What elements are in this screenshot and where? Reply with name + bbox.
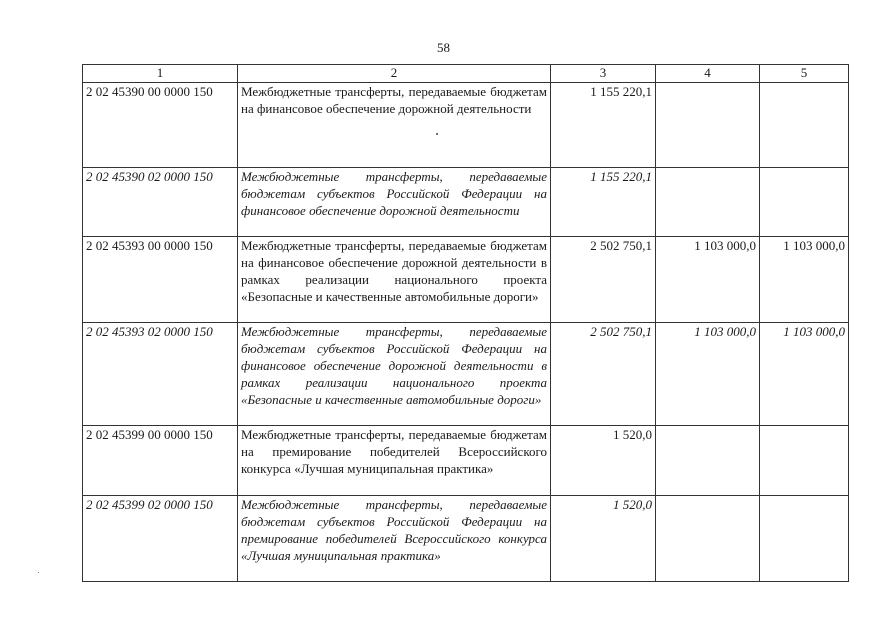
row-col4 (656, 496, 760, 582)
row-name: Межбюджетные трансферты, передаваемые бюджетам субъектов Российской Федерации на финансовое обеспечение дорожной деятельности (238, 168, 551, 237)
row-name: Межбюджетные трансферты, передаваемые бюджетам на финансовое обеспечение дорожной деятельности в рамках реализации национального проекта «Безопасные и качественные автомобильные дороги» (238, 237, 551, 323)
scan-speck (436, 133, 438, 135)
row-col3: 1 520,0 (551, 426, 656, 496)
row-col4: 1 103 000,0 (656, 237, 760, 323)
row-col4 (656, 83, 760, 168)
table-row (83, 323, 849, 426)
row-col3: 1 155 220,1 (551, 168, 656, 237)
row-name: Межбюджетные трансферты, передаваемые бюджетам субъектов Российской Федерации на финансовое обеспечение дорожной деятельности в рамках реализации национального проекта «Безопасные и качественные автомобильные дороги» (238, 323, 551, 426)
table-row (83, 496, 849, 582)
table-row (83, 168, 849, 237)
table-row (83, 426, 849, 496)
row-col5 (760, 426, 849, 496)
row-col5 (760, 168, 849, 237)
header-col-1: 1 (83, 65, 238, 83)
row-col5 (760, 496, 849, 582)
header-col-5: 5 (760, 65, 849, 83)
row-col3: 2 502 750,1 (551, 323, 656, 426)
header-row (83, 65, 849, 83)
row-col3: 1 520,0 (551, 496, 656, 582)
row-name: Межбюджетные трансферты, передаваемые бюджетам субъектов Российской Федерации на премирование победителей Всероссийского конкурса «Лучшая муниципальная практика» (238, 496, 551, 582)
header-col-3: 3 (551, 65, 656, 83)
row-col3: 1 155 220,1 (551, 83, 656, 168)
scan-speck (38, 572, 39, 573)
header-col-2: 2 (238, 65, 551, 83)
page-number: 58 (437, 40, 450, 55)
row-col4 (656, 168, 760, 237)
budget-table (82, 64, 849, 582)
row-code: 2 02 45390 00 0000 150 (83, 83, 238, 168)
row-code: 2 02 45393 02 0000 150 (83, 323, 238, 426)
row-code: 2 02 45399 02 0000 150 (83, 496, 238, 582)
table-row (83, 83, 849, 168)
row-name: Межбюджетные трансферты, передаваемые бюджетам на финансовое обеспечение дорожной деятельности (238, 83, 551, 168)
table-row (83, 237, 849, 323)
row-col4 (656, 426, 760, 496)
row-col5: 1 103 000,0 (760, 237, 849, 323)
row-code: 2 02 45399 00 0000 150 (83, 426, 238, 496)
row-name: Межбюджетные трансферты, передаваемые бюджетам на премирование победителей Всероссийского конкурса «Лучшая муниципальная практика» (238, 426, 551, 496)
row-code: 2 02 45393 00 0000 150 (83, 237, 238, 323)
header-col-4: 4 (656, 65, 760, 83)
row-code: 2 02 45390 02 0000 150 (83, 168, 238, 237)
row-col4: 1 103 000,0 (656, 323, 760, 426)
row-col5 (760, 83, 849, 168)
row-col5: 1 103 000,0 (760, 323, 849, 426)
row-col3: 2 502 750,1 (551, 237, 656, 323)
